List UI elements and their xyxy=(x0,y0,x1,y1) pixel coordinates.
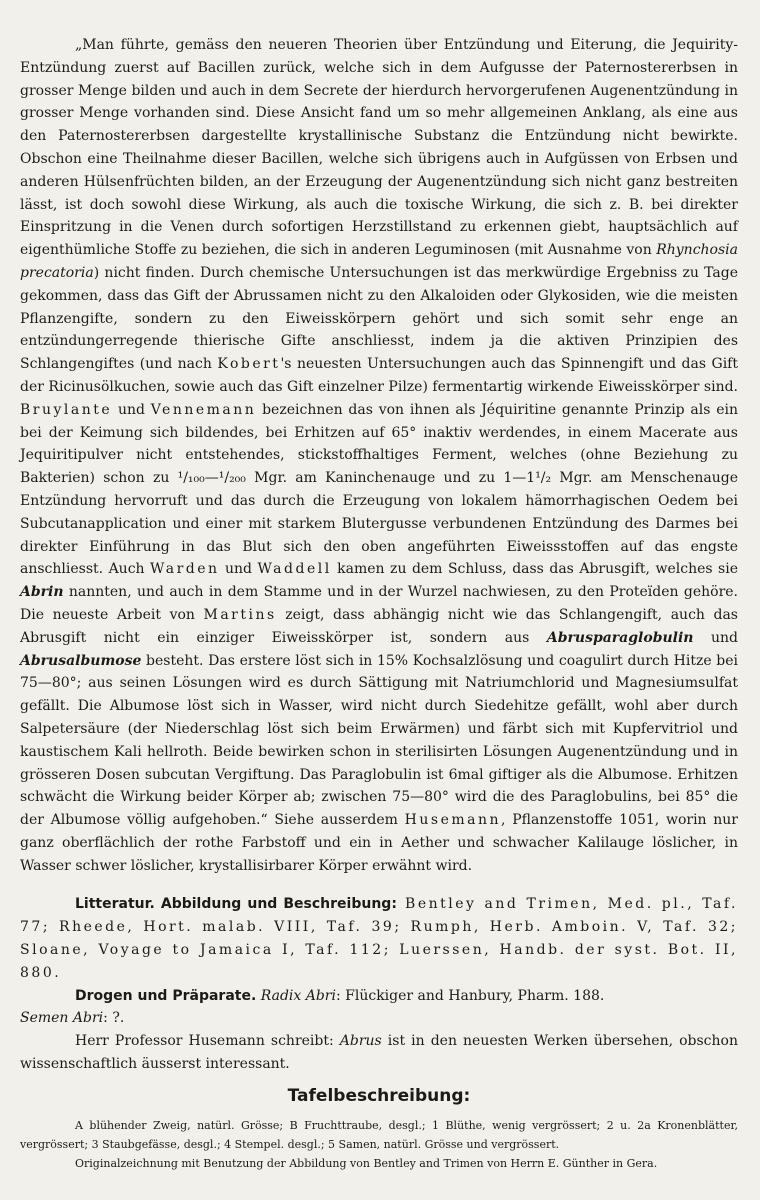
main-paragraph-segment: Martins xyxy=(203,606,277,623)
main-paragraph-segment: zeigt, dass abhängig nicht wie das Schlangengift, auch das Abrusgift nicht ein einziger Eiweisskörper ist, sondern aus xyxy=(20,606,738,646)
radix-text: : Flückiger and Hanbury, Pharm. 188. xyxy=(335,987,605,1004)
main-paragraph-segment: Abrusparaglobulin xyxy=(546,629,694,646)
main-paragraph xyxy=(20,34,738,877)
main-paragraph-segment: Husemann xyxy=(404,812,502,829)
main-paragraph-segment: besteht. Das erstere löst sich in 15% Kochsalzlösung und coagulirt durch Hitze bei 75—80°; aus seinen Lösungen wird es durch Sättigung mit Natriumchlorid und Magnesiumsulfat gefällt. Die Albumose löst sich in Wasser, wird nicht durch Siedehitze gefällt, wohl aber durch Salpetersäure (der Niederschlag löst sich beim Erwärmen) und färbt sich mit Kupfervitriol und kaustischem Kali hellroth. Beide bewirken schon in sterilisirten Lösungen Augenentzündung und in grösseren Dosen subcutan Vergiftung. Das Paraglobulin ist 6mal giftiger als die Albumose. Erhitzen schwächt die Wirkung beider Körper ab; zwischen 75—80° wird die des Paraglobulins, bei 85° die der Albumose völlig aufgehoben.“ Siehe ausserdem xyxy=(20,652,738,829)
semen-text: : ?. xyxy=(103,1010,125,1027)
husemann-note-after: ist in den neuesten Werken übersehen, obschon wissenschaftlich äusserst interessant. xyxy=(20,1033,738,1073)
husemann-note xyxy=(20,1030,738,1076)
main-paragraph-segment: Warden xyxy=(150,561,220,578)
husemann-note-italic: Abrus xyxy=(339,1033,382,1050)
main-paragraph-segment: nannten, und auch in dem Stamme und in der Wurzel nachwiesen, zu den Proteïden gehöre. Die neueste Arbeit von xyxy=(20,584,738,623)
main-paragraph-segment: Abrusalbumose xyxy=(20,652,142,669)
main-paragraph-segment: Kobert xyxy=(217,356,281,373)
main-paragraph-segment: und xyxy=(219,561,258,578)
main-paragraph-segment: Bruylante xyxy=(20,401,113,418)
main-paragraph-segment: ) nicht finden. Durch chemische Untersuchungen ist das merkwürdige Ergebniss zu Tage gekommen, dass das Gift der Abrussamen nicht zu den Alkaloiden oder Glykosiden, wie die meisten Pflanzengifte, sondern zu den Eiweisskörpern gehört und sich somit sehr enge an entzündungerregende thierische Gifte anschliesst, indem ja die aktiven Prinzipien des Schlangengiftes (und nach xyxy=(20,264,738,373)
tafel-heading: Tafelbeschreibung: xyxy=(287,1085,471,1106)
tafel-line-1: A blühender Zweig, natürl. Grösse; B Fruchttraube, desgl.; 1 Blüthe, wenig vergrössert; 2 u. 2a Kronenblätter, vergrössert; 3 Staubgefässe, desgl.; 4 Stempel. desgl.; 5 Samen, natürl. Grösse und vergrössert. xyxy=(20,1118,738,1151)
husemann-note-before: Herr Professor Husemann schreibt: xyxy=(75,1033,340,1050)
main-paragraph-segment: „Man führte, gemäss den neueren Theorien über Entzündung und Eiterung, die Jequirity-Entzündung zuerst auf Bacillen zurück, welche sich in dem Aufgusse der Paternostererbsen in grosser Menge bilden und auch in dem Secrete der hierdurch hervorgerufenen Augenentzündung in grosser Menge vorhanden sind. Diese Ansicht fand um so mehr allgemeinen Anklang, als eine aus den Paternostererbsen dargestellte krystallinische Substanz die Entzündung nicht bewirkte. Obschon eine Theilnahme dieser Bacillen, welche sich übrigens auch in Aufgüssen von Erbsen und anderen Hülsenfrüchten bilden, an der Erzeugung der Augenentzündung sich nicht ganz bestreiten lässt, ist doch sowohl diese Wirkung, als auch die toxische Wirkung, die sich z. B. bei direkter Einspritzung in die Venen durch sofortigen Herzstillstand zu erkennen giebt, hauptsächlich auf eigenthümliche Stoffe zu beziehen, die sich in anderen Leguminosen (mit Ausnahme von xyxy=(20,37,738,259)
main-paragraph-segment: Vennemann xyxy=(150,401,257,418)
main-paragraph-segment: und xyxy=(693,629,738,646)
radix-label: Radix Abri xyxy=(260,987,336,1004)
litteratur-text: Bentley and Trimen, Med. pl., Taf. 77; Rheede, Hort. malab. VIII, Taf. 39; Rumph, Herb. Amboin. V, Taf. 32; Sloane, Voyage to Jamaica I, Taf. 112; Luerssen, Handb. der syst. Bot. II, 880. xyxy=(20,896,738,981)
litteratur-paragraph xyxy=(20,893,738,984)
drogen-label: Drogen und Präparate. xyxy=(75,987,257,1004)
semen-label: Semen Abri xyxy=(20,1010,104,1027)
tafel-line-2: Originalzeichnung mit Benutzung der Abbildung von Bentley and Trimen von Herrn E. Günther in Gera. xyxy=(75,1156,658,1170)
drogen-paragraph xyxy=(20,985,738,1031)
main-paragraph-segment: bezeichnen das von ihnen als Jéquiritine genannte Prinzip als ein bei der Keimung sich bildendes, bei Erhitzen auf 65° inaktiv werdendes, in einem Macerate aus Jequiritipulver nicht entstehendes, stickstoffhaltiges Ferment, welches (ohne Beziehung zu Bakterien) schon zu ¹/₁₀₀—¹/₂₀₀ Mgr. am Kaninchenauge und zu 1—1¹/₂ Mgr. am Menschenauge Entzündung hervorruft und das durch die Erzeugung von lokalem hämorrhagischen Oedem bei Subcutanapplication und einer mit starkem Blutergusse verbundenen Entzündung des Darmes bei direkter Einführung in das Blut sich den oben angeführten Eiweissstoffen auf das engste anschliesst. Auch xyxy=(20,401,738,578)
litteratur-label: Litteratur. Abbildung und Beschreibung: xyxy=(75,896,397,913)
main-paragraph-segment: Rhynchosia precatoria xyxy=(20,242,738,281)
main-paragraph-segment: Abrin xyxy=(20,584,64,601)
main-paragraph-segment: Waddell xyxy=(257,561,332,578)
main-paragraph-segment: kamen zu dem Schluss, dass das Abrusgift, welches sie xyxy=(331,561,738,578)
main-paragraph-segment: , Pflanzenstoffe 1051, worin nur ganz oberflächlich der rothe Farbstoff und ein in Aether und schwacher Kalilauge löslicher, in Wasser schwer löslicher, krystallisirbarer Körper erwähnt wird. xyxy=(20,812,738,874)
main-paragraph-segment: und xyxy=(112,401,151,418)
main-paragraph-segment: 's neuesten Untersuchungen auch das Spinnengift und das Gift der Ricinusölkuchen, sowie auch das Gift einzelner Pilze) fermentartig wirkende Eiweisskörper sind. xyxy=(20,356,738,395)
